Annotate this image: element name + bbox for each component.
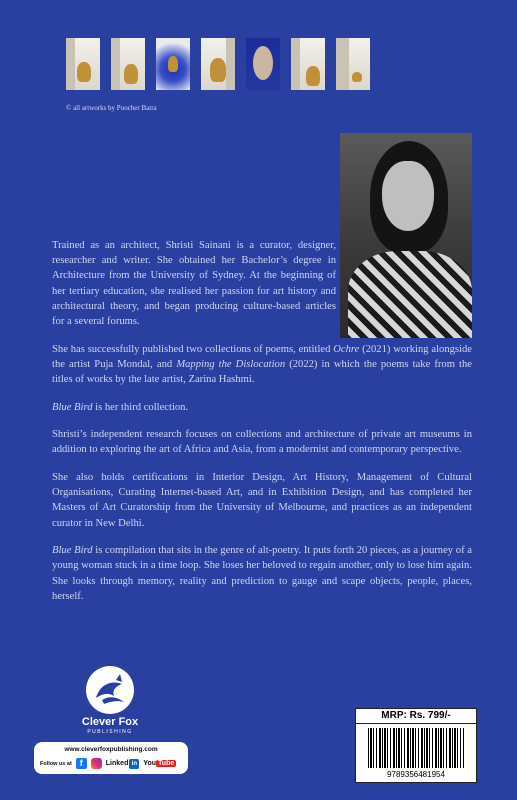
facebook-icon[interactable]: f [76, 758, 87, 769]
bio-paragraph: She has successfully published two collections of poems, entitled Ochre (2021) working alongside the artist Puja Mondal, and Mapping the Dislocation (2022) in which the poems take from the titles of works by the late artist, Zarina Hashmi. [52, 343, 472, 386]
bio-paragraph: Trained as an architect, Shristi Sainani is a curator, designer, researcher and writer. She obtained her Bachelor’s degree in Architecture from the University of Sydney. At the beginning of her tertiary education, she realised her passion for art history and architectural theory, and began producing culture-based articles for a several forums. [52, 240, 336, 328]
bio-paragraph: Blue Bird is her third collection. [52, 401, 189, 413]
publisher-website-link[interactable]: www.cleverfoxpublishing.com [64, 746, 158, 753]
artwork-thumbnail [336, 38, 370, 90]
artwork-credit: © all artworks by Poocher Batra [66, 104, 157, 112]
linkedin-text[interactable]: Linked [105, 760, 129, 767]
youtube-text[interactable]: You [143, 760, 157, 767]
book-blurb: Blue Bird is compilation that sits in the genre of alt-poetry. It puts forth 20 pieces, as a journey of a young woman stuck in a time loop. She loses her beloved to regain another, only to lose him again. She looks through memory, reality and prediction to gauge and scape objects, people, places, herself. [52, 545, 473, 602]
artwork-thumbnail [66, 38, 100, 90]
follow-label: Follow us at [40, 760, 72, 767]
bio-paragraph: She also holds certifications in Interior Design, Art History, Management of Cultural Organisations, Curating Internet-based Art, and in Exhibition Design, and has completed her Masters of Art Curatorship from the University of Melbourne, and practices as an independent curator in New Delhi. [52, 472, 472, 529]
bio-paragraph: Shristi’s independent research focuses on collections and architecture of private art museums in addition to exploring the art of Africa and Asia, from a modernist and contemporary perspective. [52, 429, 472, 456]
mrp-price: MRP: Rs. 799/- [356, 709, 476, 724]
artwork-thumbnail [111, 38, 145, 90]
youtube-icon[interactable]: Tube [158, 760, 175, 767]
publisher-logo [78, 666, 142, 746]
barcode-icon [368, 728, 464, 768]
price-barcode-box [355, 708, 477, 783]
publisher-name: Clever Fox [81, 716, 139, 728]
author-bio [52, 238, 472, 616]
social-panel [34, 742, 188, 774]
artwork-thumbnail [291, 38, 325, 90]
artwork-strip [66, 38, 370, 90]
fox-icon [86, 670, 134, 710]
isbn-number: 9789356481954 [387, 770, 445, 779]
instagram-icon[interactable] [91, 758, 102, 769]
artwork-thumbnail [201, 38, 235, 90]
artwork-thumbnail [156, 38, 190, 90]
artwork-thumbnail [246, 38, 280, 90]
linkedin-icon[interactable]: in [129, 759, 139, 769]
publisher-sub: PUBLISHING [87, 729, 133, 735]
